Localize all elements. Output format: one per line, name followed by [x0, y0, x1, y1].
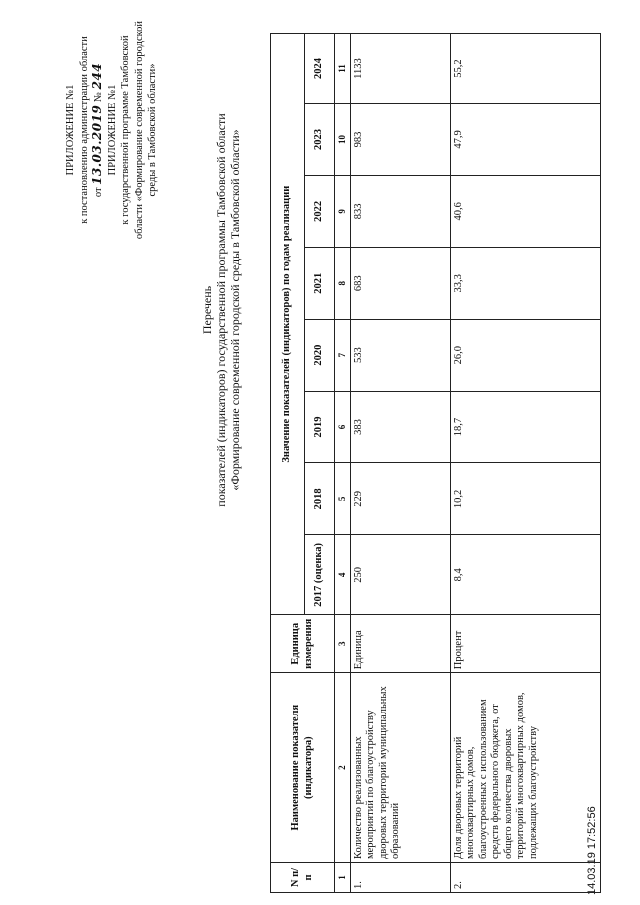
table-row — [350, 34, 450, 893]
row-value: 250 — [350, 535, 450, 615]
column-number-row — [335, 34, 351, 893]
row-value: 383 — [350, 391, 450, 463]
column-number: 1 — [335, 863, 351, 893]
handwritten-date: 13.03.2019 — [90, 104, 104, 185]
row-value: 33,3 — [450, 247, 600, 319]
row-value: 55,2 — [450, 34, 600, 104]
column-number: 7 — [335, 319, 351, 391]
row-value: 8,4 — [450, 535, 600, 615]
row-value: 26,0 — [450, 319, 600, 391]
table-row — [450, 34, 600, 893]
date-prefix: от — [93, 187, 104, 198]
column-number: 4 — [335, 535, 351, 615]
column-number: 6 — [335, 391, 351, 463]
column-number: 11 — [335, 34, 351, 104]
row-value: 40,6 — [450, 175, 600, 247]
row-name: Доля дворовых территорий многоквартирных домов, благоустроенных с использованием средств федерального бюджета, от общего количества дворовых территорий многоквартирных домов, подлежащих благоустройству — [450, 673, 600, 863]
print-timestamp: 14.03.19 17:52:56 — [586, 806, 598, 895]
row-num: 2. — [450, 863, 600, 893]
title-line-3: «Формирование современной городской среды в Тамбовской области» — [228, 129, 242, 491]
title-line-1: Перечень — [200, 285, 214, 335]
column-number: 5 — [335, 463, 351, 535]
header-year: 2020 — [305, 319, 335, 391]
appendix-line-4: ПРИЛОЖЕНИЕ №1 — [106, 84, 118, 176]
row-value: 1133 — [350, 34, 450, 104]
header-name: Наименование показателя (индикатора) — [271, 673, 335, 863]
row-value: 229 — [350, 463, 450, 535]
column-number: 9 — [335, 175, 351, 247]
row-value: 983 — [350, 104, 450, 176]
appendix-block — [64, 5, 160, 255]
column-number: 2 — [335, 673, 351, 863]
appendix-line-6: области «Формирование современной городской — [133, 20, 145, 240]
appendix-date-line — [91, 5, 106, 255]
column-number: 10 — [335, 104, 351, 176]
row-value: 533 — [350, 319, 450, 391]
column-number: 3 — [335, 615, 351, 673]
indicators-table — [270, 33, 601, 893]
handwritten-number: 244 — [90, 62, 104, 90]
number-prefix: № — [93, 92, 104, 103]
header-year: 2021 — [305, 247, 335, 319]
column-number: 8 — [335, 247, 351, 319]
row-value: 833 — [350, 175, 450, 247]
header-unit: Единица измерения — [271, 615, 335, 673]
row-value: 18,7 — [450, 391, 600, 463]
appendix-line-1: ПРИЛОЖЕНИЕ №1 — [65, 84, 76, 176]
appendix-line-7: среды в Тамбовской области» — [147, 63, 158, 197]
row-unit: Единица — [350, 615, 450, 673]
header-year: 2024 — [305, 34, 335, 104]
header-year: 2022 — [305, 175, 335, 247]
row-unit: Процент — [450, 615, 600, 673]
title-line-2: показателей (индикаторов) государственной программы Тамбовской области — [214, 113, 228, 507]
row-value: 10,2 — [450, 463, 600, 535]
document-title — [200, 70, 242, 550]
appendix-line-5: к государственной программе Тамбовской — [120, 35, 131, 225]
header-values-group: Значение показателей (индикаторов) по годам реализации — [271, 34, 305, 615]
header-year: 2017 (оценка) — [305, 535, 335, 615]
header-year: 2018 — [305, 463, 335, 535]
row-value: 47,9 — [450, 104, 600, 176]
header-num: N п/п — [271, 863, 335, 893]
row-num: 1. — [350, 863, 450, 893]
header-year: 2019 — [305, 391, 335, 463]
appendix-line-2: к постановлению администрации области — [78, 36, 90, 224]
header-year: 2023 — [305, 104, 335, 176]
row-value: 683 — [350, 247, 450, 319]
row-name: Количество реализованных мероприятий по благоустройству дворовых территорий муниципальных образований — [350, 673, 450, 863]
